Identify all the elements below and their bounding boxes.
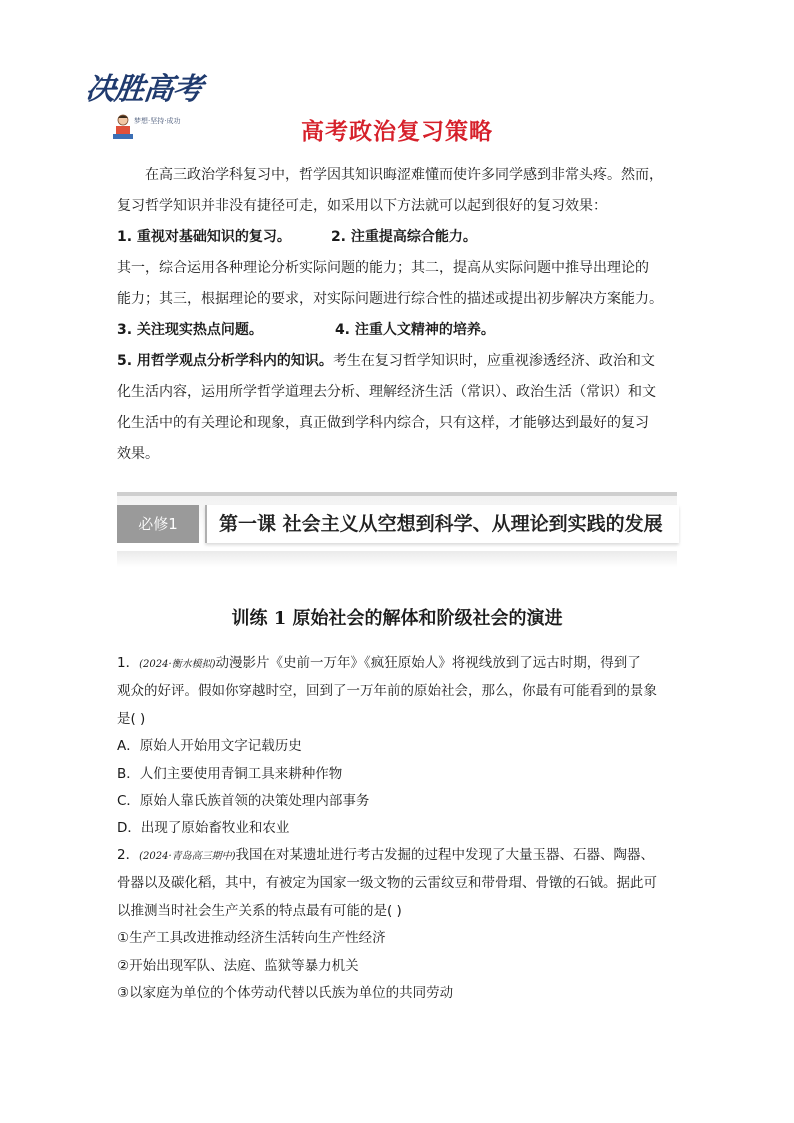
question-number: 2． <box>117 847 140 863</box>
option-d: D．出现了原始畜牧业和农业 <box>117 820 290 837</box>
intro-line: 复习哲学知识并非没有捷径可走，如采用以下方法就可以起到很好的复习效果： <box>117 198 607 214</box>
banner-top-rule <box>117 492 677 496</box>
question-number: 1． <box>117 655 140 671</box>
strategy-3: 3. 关注现实热点问题。 <box>117 322 263 338</box>
question-text: 观众的好评。假如你穿越时空，回到了一万年前的原始社会，那么，你最有可能看到的景象 <box>117 683 657 700</box>
question-2 <box>117 842 683 1007</box>
question-1 <box>117 650 683 843</box>
banner-shadow <box>117 551 677 567</box>
lesson-heading-box <box>205 505 679 543</box>
logo-text: 决胜高考 <box>83 72 204 107</box>
question-text: 以推测当时社会生产关系的特点最有可能的是( ) <box>117 902 402 919</box>
strategy-5-text: 效果。 <box>117 446 159 462</box>
item-2: ②开始出现军队、法庭、监狱等暴力机关 <box>117 957 359 974</box>
strategy-5-text: 考生在复习哲学知识时，应重视渗透经济、政治和文 <box>332 353 655 369</box>
question-source: (2024·衡水模拟) <box>139 659 216 670</box>
intro-paragraph <box>117 160 679 470</box>
strategy-2-detail: 能力；其三，根据理论的要求，对实际问题进行综合性的描述或提出初步解决方案能力。 <box>117 291 663 307</box>
training-title: 训练 1 原始社会的解体和阶级社会的演进 <box>231 608 563 629</box>
item-3: ③以家庭为单位的个体劳动代替以氏族为单位的共同劳动 <box>117 985 454 1002</box>
option-b: B．人们主要使用青铜工具来耕种作物 <box>117 765 343 782</box>
question-text: 骨器以及碳化稻，其中，有被定为国家一级文物的云雷纹豆和带骨瑁、骨镦的石钺。据此可 <box>117 875 657 892</box>
question-source: (2024·青岛高三期中) <box>139 851 236 862</box>
option-a: A．原始人开始用文字记载历史 <box>117 738 302 755</box>
strategy-row <box>117 222 679 253</box>
item-1: ①生产工具改进推动经济生活转向生产性经济 <box>117 930 386 947</box>
option-c: C．原始人靠氏族首领的决策处理内部事务 <box>117 793 370 810</box>
strategy-5-text: 化生活中的有关理论和现象，真正做到学科内综合，只有这样，才能够达到最好的复习 <box>117 415 649 431</box>
page-title: 高考政治复习策略 <box>301 119 493 145</box>
strategy-2: 2. 注重提高综合能力。 <box>330 229 477 245</box>
strategy-5-text: 化生活内容，运用所学哲学道理去分析、理解经济生活（常识）、政治生活（常识）和文 <box>117 384 656 400</box>
question-text: 是( ) <box>117 710 146 727</box>
question-stem <box>117 842 683 870</box>
strategy-2-detail: 其一，综合运用各种理论分析实际问题的能力；其二，提高从实际问题中推导出理论的 <box>117 260 649 276</box>
intro-line: 在高三政治学科复习中，哲学因其知识晦涩难懂而使许多同学感到非常头疼。然而， <box>145 167 663 183</box>
strategy-5-heading: 5. 用哲学观点分析学科内的知识。 <box>117 353 333 369</box>
question-text: 动漫影片《史前一万年》《疯狂原始人》将视线放到了远古时期，得到了 <box>215 655 641 671</box>
strategy-1: 1. 重视对基础知识的复习。 <box>117 229 291 245</box>
strategy-row <box>117 315 679 346</box>
lesson-heading: 第一课 社会主义从空想到科学、从理论到实践的发展 <box>219 513 663 535</box>
strategy-4: 4. 注重人文精神的培养。 <box>334 322 495 338</box>
question-stem <box>117 650 683 678</box>
logo-subtitle: 梦想·坚持·成功 <box>134 117 181 125</box>
module-badge: 必修1 <box>117 505 199 543</box>
question-text: 我国在对某遗址进行考古发掘的过程中发现了大量玉器、石器、陶器、 <box>235 847 655 863</box>
strategy-5 <box>117 346 679 377</box>
